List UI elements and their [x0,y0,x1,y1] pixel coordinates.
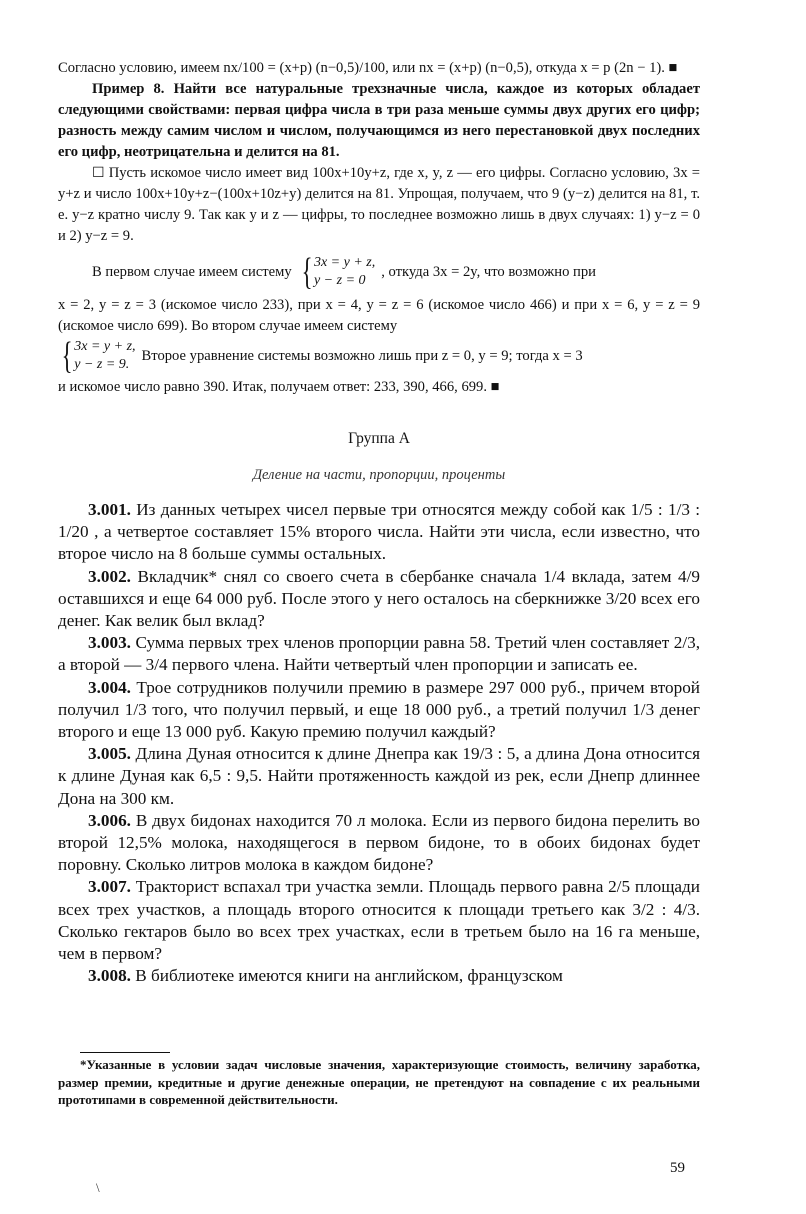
problem-list [58,499,700,987]
problem-text: В двух бидонах находится 70 л молока. Если из первого бидона перелить во второй 12,5% молока, находящегося в первом бидоне, то в обоих бидонах будет поровну. Сколько литров молока в каждом бидоне? [58,810,700,875]
problem-item [58,965,700,987]
page-body [58,58,700,987]
system-two-brace [58,337,136,375]
system-two-line1: 3x = y + z, [74,339,136,354]
problem-number: 3.008. [88,966,131,986]
brace-icon: { [61,335,73,377]
group-subtitle: Деление на части, пропорции, проценты [252,467,506,483]
brace-icon: { [301,251,313,293]
problem-text: Трое сотрудников получили премию в размере 297 000 руб., причем второй получил 1/3 того, что получил первый, и еще 18 000 руб., а третий получил 1/3 денег второго и еще 13 000 руб. Какую премию получил каждый? [58,677,700,742]
footnote [58,1056,700,1109]
solution-paragraph [58,163,700,247]
problem-number: 3.006. [88,810,131,830]
footnote-divider [80,1052,170,1053]
problem-number: 3.001. [88,500,131,519]
problem-item [58,566,700,633]
example-text: Найти все натуральные трехзначные числа, каждое из которых обладает следующими свойствами: первая цифра числа в три раза меньше суммы двух других его цифр; разность между самим числом и числом, получающимся из него перестановкой двух последних его цифр, неотрицательна и делится на 81. [58,81,700,160]
problem-item [58,499,700,566]
problem-item [58,632,700,676]
problem-text: В библиотеке имеются книги на английском, французском [130,966,563,986]
system-one-line2: y − z = 0 [313,273,366,288]
stray-mark: \ [96,1180,100,1195]
system-two-tail: Второе уравнение системы возможно лишь при z = 0, y = 9; тогда x = 3 [141,348,583,364]
footnote-text: *Указанные в условии задач числовые значения, характеризующие стоимость, величину заработка, размер премии, кредитные и другие денежные операции, не претендуют на совпадение с их реальными прототипами в современной действительности. [58,1057,700,1107]
system-one-tail: , откуда 3x = 2y, что возможно при [381,264,596,280]
system-one [58,253,700,291]
problem-item [58,677,700,744]
paragraph-after-system-one: x = 2, y = z = 3 (искомое число 233), при x = 4, y = z = 6 (искомое число 466) и при x = 6, y = z = 9 (искомое число 699). Во втором случае имеем систему [58,297,700,334]
problem-text: Вкладчик* снял со своего счета в сбербанке сначала 1/4 вклада, затем 4/9 оставшихся и еще 64 000 руб. После этого у него осталось на сберкнижке 3/20 всех его денег. Как велик был вклад? [58,566,700,631]
problem-number: 3.004. [88,677,131,697]
problem-text: Длина Дуная относится к длине Днепра как 19/3 : 5, а длина Дона относится к длине Дуная как 6,5 : 9,5. Найти протяженность каждой из рек, если Днепр длиннее Дона на 300 км. [58,744,700,808]
problem-number: 3.007. [88,877,131,897]
problem-text: Сумма первых трех членов пропорции равна 58. Третий член составляет 2/3, а второй — 3/4 первого члена. Найти четвертый член пропорции и записать ее. [58,633,700,675]
page-number: 59 [670,1160,685,1176]
paragraph-final-answer: и искомое число равно 390. Итак, получаем ответ: 233, 390, 466, 699. ■ [58,379,500,395]
example-paragraph [58,79,700,163]
system-two [58,337,700,375]
system-one-brace [298,253,376,291]
system-one-line1: 3x = y + z, [313,255,376,270]
solution-mark-icon: ☐ [92,166,105,181]
system-two-line2: y − z = 9. [74,357,130,372]
intro-text [58,58,700,398]
problem-item [58,743,700,810]
problem-text: Из данных четырех чисел первые три относятся между собой как 1/5 : 1/3 : 1/20 , а четвертое составляет 15% второго числа. Найти эти числа, если известно, что второе число на 8 больше суммы остальных. [58,500,700,564]
problem-number: 3.002. [88,566,131,586]
paragraph-condition: Согласно условию, имеем nx/100 = (x+p) (n−0,5)/100, или nx = (x+p) (n−0,5), откуда x = p (2n − 1). ■ [58,60,678,76]
problem-item [58,876,700,965]
problem-text: Тракторист вспахал три участка земли. Площадь первого равна 2/5 площади всех трех участков, а площадь второго относится к площади третьего как 3/2 : 4/3. Сколько гектаров было во всех трех участках, если в третьем было на 16 га меньше, чем в первом? [58,877,700,964]
system-one-lead: В первом случае имеем систему [92,264,292,280]
problem-item [58,810,700,877]
example-label: Пример 8. [92,81,165,97]
problem-number: 3.003. [88,633,131,653]
solution-text: Пусть искомое число имеет вид 100x+10y+z, где x, y, z — его цифры. Согласно условию, 3x = y+z и число 100x+10y+z−(100x+10z+y) делится на 81. Упрощая, получаем, что 9 (y−z) делится на 81, т. е. y−z кратно числу 9. Так как y и z — цифры, то последнее возможно лишь в двух случаях: 1) y−z = 0 и 2) y−z = 9. [58,165,700,244]
group-title: Группа А [348,430,410,447]
problem-number: 3.005. [88,744,131,764]
